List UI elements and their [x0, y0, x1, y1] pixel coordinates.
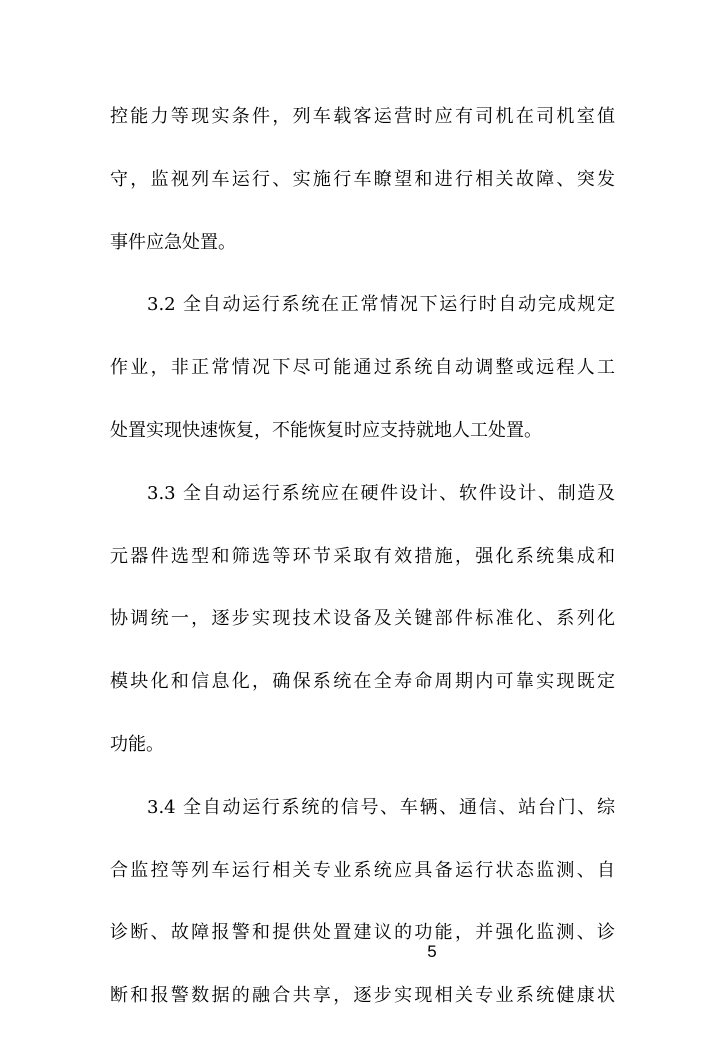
text-line: 守，监视列车运行、实施行车瞭望和进行相关故障、突发	[110, 168, 615, 190]
text-line: 功能。	[110, 733, 164, 755]
text-line: 合监控等列车运行相关专业系统应具备运行状态监测、自	[110, 859, 615, 881]
document-body	[110, 97, 615, 1039]
text-line: 处置实现快速恢复，不能恢复时应支持就地人工处置。	[110, 419, 542, 441]
text-line: 元器件选型和筛选等环节采取有效措施，强化系统集成和	[110, 545, 615, 567]
text-line: 作业，非正常情况下尽可能通过系统自动调整或远程人工	[110, 357, 615, 379]
text-line: 模块化和信息化，确保系统在全寿命周期内可靠实现既定	[110, 671, 615, 693]
text-line: 断和报警数据的融合共享，逐步实现相关专业系统健康状	[110, 985, 615, 1007]
paragraph-start-line: 3.3 全自动运行系统应在硬件设计、软件设计、制造及	[147, 482, 615, 504]
text-line: 事件应急处置。	[110, 231, 236, 253]
text-line: 控能力等现实条件，列车载客运营时应有司机在司机室值	[110, 106, 615, 127]
text-line: 诊断、故障报警和提供处置建议的功能，并强化监测、诊	[110, 922, 615, 944]
page-number: 5	[427, 942, 437, 961]
paragraph-start-line: 3.2 全自动运行系统在正常情况下运行时自动完成规定	[147, 294, 615, 316]
paragraph-start-line: 3.4 全自动运行系统的信号、车辆、通信、站台门、综	[147, 796, 615, 818]
text-line: 协调统一，逐步实现技术设备及关键部件标准化、系列化	[110, 608, 615, 630]
